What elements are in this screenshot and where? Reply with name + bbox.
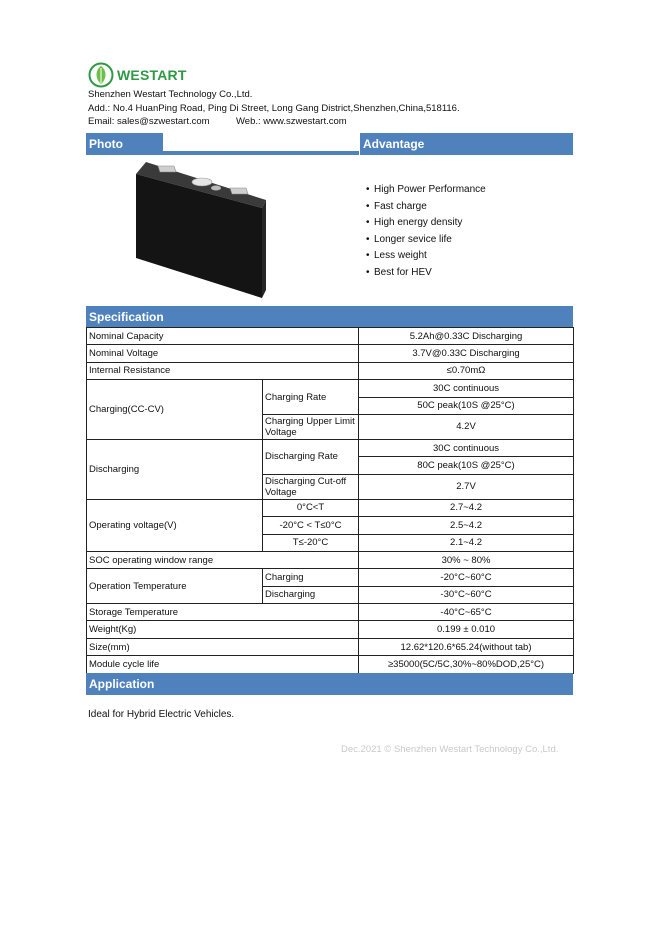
spec-sublabel: 0°C<T xyxy=(263,499,359,516)
table-row xyxy=(87,328,574,345)
table-row xyxy=(87,362,574,379)
company-name: Shenzhen Westart Technology Co.,Ltd. xyxy=(88,89,253,100)
table-row xyxy=(87,499,574,516)
table-row xyxy=(87,439,574,456)
spec-label: SOC operating window range xyxy=(87,551,359,568)
list-item: • Longer sevice life xyxy=(366,233,452,245)
application-section-header: Application xyxy=(86,673,573,695)
spec-value: 2.1~4.2 xyxy=(359,534,574,551)
spec-value: -40°C~65°C xyxy=(359,604,574,621)
contact-line xyxy=(88,116,347,128)
spec-sublabel: Charging xyxy=(263,569,359,586)
list-item: • Fast charge xyxy=(366,200,427,212)
spec-value: 30C continuous xyxy=(359,439,574,456)
photo-section-header: Photo xyxy=(86,133,359,155)
application-text: Ideal for Hybrid Electric Vehicles. xyxy=(88,709,235,720)
spec-value: 2.5~4.2 xyxy=(359,517,574,534)
table-row xyxy=(87,604,574,621)
spec-value: 2.7~4.2 xyxy=(359,499,574,516)
spec-label: Charging(CC-CV) xyxy=(87,380,263,440)
table-row xyxy=(87,551,574,568)
spec-label: Internal Resistance xyxy=(87,362,359,379)
list-item: • Best for HEV xyxy=(366,266,432,278)
brand-logo xyxy=(88,62,187,88)
website-text: Web.: www.szwestart.com xyxy=(236,116,347,127)
spec-value: 12.62*120.6*65.24(without tab) xyxy=(359,638,574,655)
specification-table xyxy=(86,327,574,674)
advantage-section-header: Advantage xyxy=(360,133,573,155)
photo-header-blank xyxy=(163,133,359,151)
spec-label: Storage Temperature xyxy=(87,604,359,621)
spec-label: Operating voltage(V) xyxy=(87,499,263,551)
table-row xyxy=(87,621,574,638)
email-text: Email: sales@szwestart.com xyxy=(88,116,210,127)
spec-label: Nominal Capacity xyxy=(87,328,359,345)
advantage-list xyxy=(366,182,486,282)
spec-value: 80C peak(10S @25°C) xyxy=(359,457,574,474)
spec-sublabel: Discharging Cut-off Voltage xyxy=(263,474,359,499)
company-address: Add.: No.4 HuanPing Road, Ping Di Street, Long Gang District,Shenzhen,China,518116. xyxy=(88,103,460,114)
spec-value: 5.2Ah@0.33C Discharging xyxy=(359,328,574,345)
list-item: • Less weight xyxy=(366,250,427,262)
specification-section-header: Specification xyxy=(86,306,573,328)
spec-label: Discharging xyxy=(87,439,263,499)
spec-label: Operation Temperature xyxy=(87,569,263,604)
table-row xyxy=(87,345,574,362)
spec-value: ≥35000(5C/5C,30%~80%DOD,25°C) xyxy=(359,656,574,673)
spec-label: Nominal Voltage xyxy=(87,345,359,362)
spec-sublabel: T≤-20°C xyxy=(263,534,359,551)
spec-value: 30% ~ 80% xyxy=(359,551,574,568)
spec-sublabel: Charging Rate xyxy=(263,380,359,415)
spec-label: Module cycle life xyxy=(87,656,359,673)
spec-sublabel: -20°C < T≤0°C xyxy=(263,517,359,534)
spec-sublabel: Discharging xyxy=(263,586,359,603)
spec-value: 3.7V@0.33C Discharging xyxy=(359,345,574,362)
spec-value: 50C peak(10S @25°C) xyxy=(359,397,574,414)
spec-label: Size(mm) xyxy=(87,638,359,655)
spec-value: 2.7V xyxy=(359,474,574,499)
table-row xyxy=(87,569,574,586)
list-item: • High energy density xyxy=(366,217,463,229)
spec-value: -20°C~60°C xyxy=(359,569,574,586)
spec-value: 0.199 ± 0.010 xyxy=(359,621,574,638)
table-row xyxy=(87,656,574,673)
leaf-logo-icon xyxy=(88,62,114,88)
table-row xyxy=(87,380,574,397)
spec-value: 4.2V xyxy=(359,414,574,439)
spec-value: ≤0.70mΩ xyxy=(359,362,574,379)
list-item: • High Power Performance xyxy=(366,184,486,195)
spec-value: 30C continuous xyxy=(359,380,574,397)
brand-name: WESTART xyxy=(117,67,187,83)
spec-sublabel: Charging Upper Limit Voltage xyxy=(263,414,359,439)
footer-copyright: Dec.2021 © Shenzhen Westart Technology Co.,Ltd. xyxy=(341,744,559,755)
battery-cell-image xyxy=(134,158,274,300)
table-row xyxy=(87,638,574,655)
spec-value: -30°C~60°C xyxy=(359,586,574,603)
spec-sublabel: Discharging Rate xyxy=(263,439,359,474)
spec-label: Weight(Kg) xyxy=(87,621,359,638)
